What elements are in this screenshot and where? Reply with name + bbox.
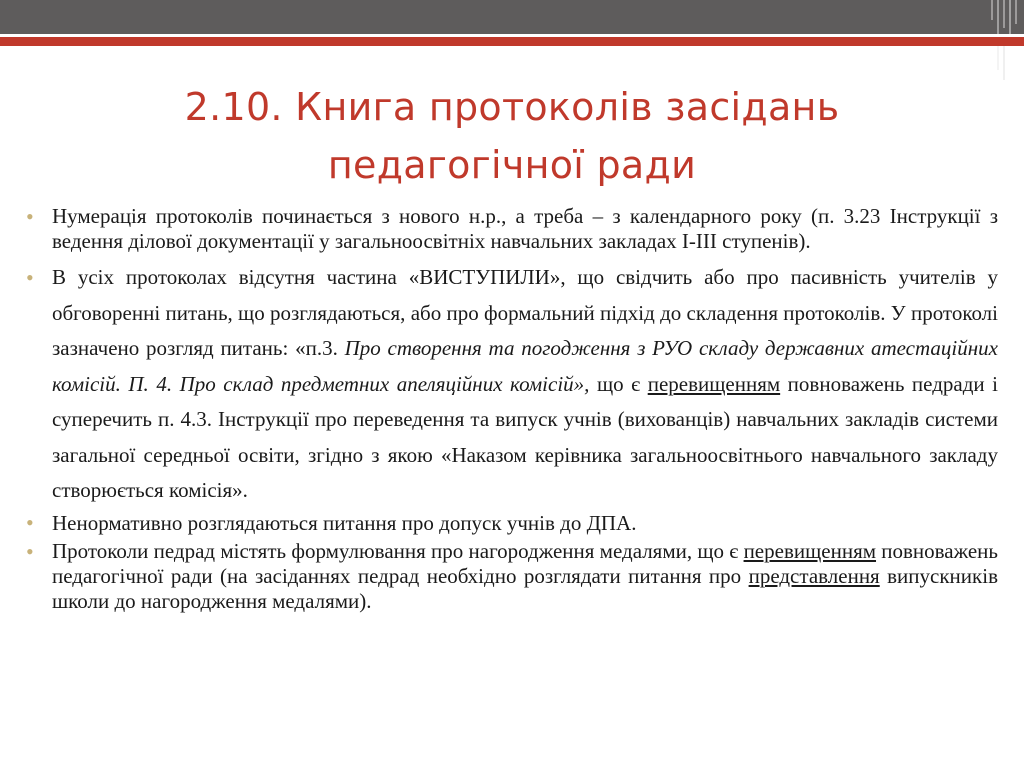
bullet-icon: • [26,538,34,564]
bullet-list [22,204,998,614]
list-item [22,260,998,509]
list-item-underlined-text: перевищенням [647,371,781,396]
bullet-icon: • [26,509,34,535]
bullet-icon: • [26,265,34,290]
bullet-icon: • [26,204,34,229]
header-bar [0,0,1024,34]
decorative-lines [984,0,1024,100]
list-item-italic-text: Про створення та погодження з РУО складу державних атестаційних комісій. П. 4. Про склад предметних апеляційних комісій», [52,336,998,396]
list-item-text: Протоколи педрад містять формулювання про нагородження медалями, що є [52,538,744,563]
page-title-line1: 2.10. Книга протоколів засідань [184,85,840,129]
list-item-underlined-text: представлення [748,563,880,588]
list-item-text: що є [589,371,648,396]
list-item [22,204,998,254]
list-item-underlined-text: перевищенням [743,538,877,563]
list-item-text: В усіх протоколах відсутня частина «ВИСТУПИЛИ», що свідчить або про пасивність учителів у обговоренні питань, що розглядаються, або про формальний підхід до складення протоколів. У протоколі зазначено розгляд питань: «п.3. [52,265,998,360]
page-title [40,78,984,194]
header-accent-line [0,37,1024,46]
list-item [22,509,998,537]
list-item-text: Нумерація протоколів починається з нового н.р., а треба – з календарного року (п. 3.23 Інструкції з ведення ділової документації у загальноосвітніх навчальних закладах І-ІІІ ступенів). [52,204,998,253]
list-item-text: повноважень педагогічної ради (на засіданнях педрад необхідно розглядати питання про [52,538,998,588]
page-title-line2: педагогічної ради [327,143,697,187]
list-item-text: повноважень педради і суперечить п. 4.3. Інструкції про переведення та випуск учнів (вихованців) навчальних закладів системи загальної середньої освіти, згідно з якою «Наказом керівника загальноосвітнього навчального закладу створюється комісія». [52,371,999,502]
list-item-text: випускників школи до нагородження медалями). [52,563,998,613]
list-item [22,539,998,614]
list-item-text: Ненормативно розглядаються питання про допуск учнів до ДПА. [52,510,637,535]
